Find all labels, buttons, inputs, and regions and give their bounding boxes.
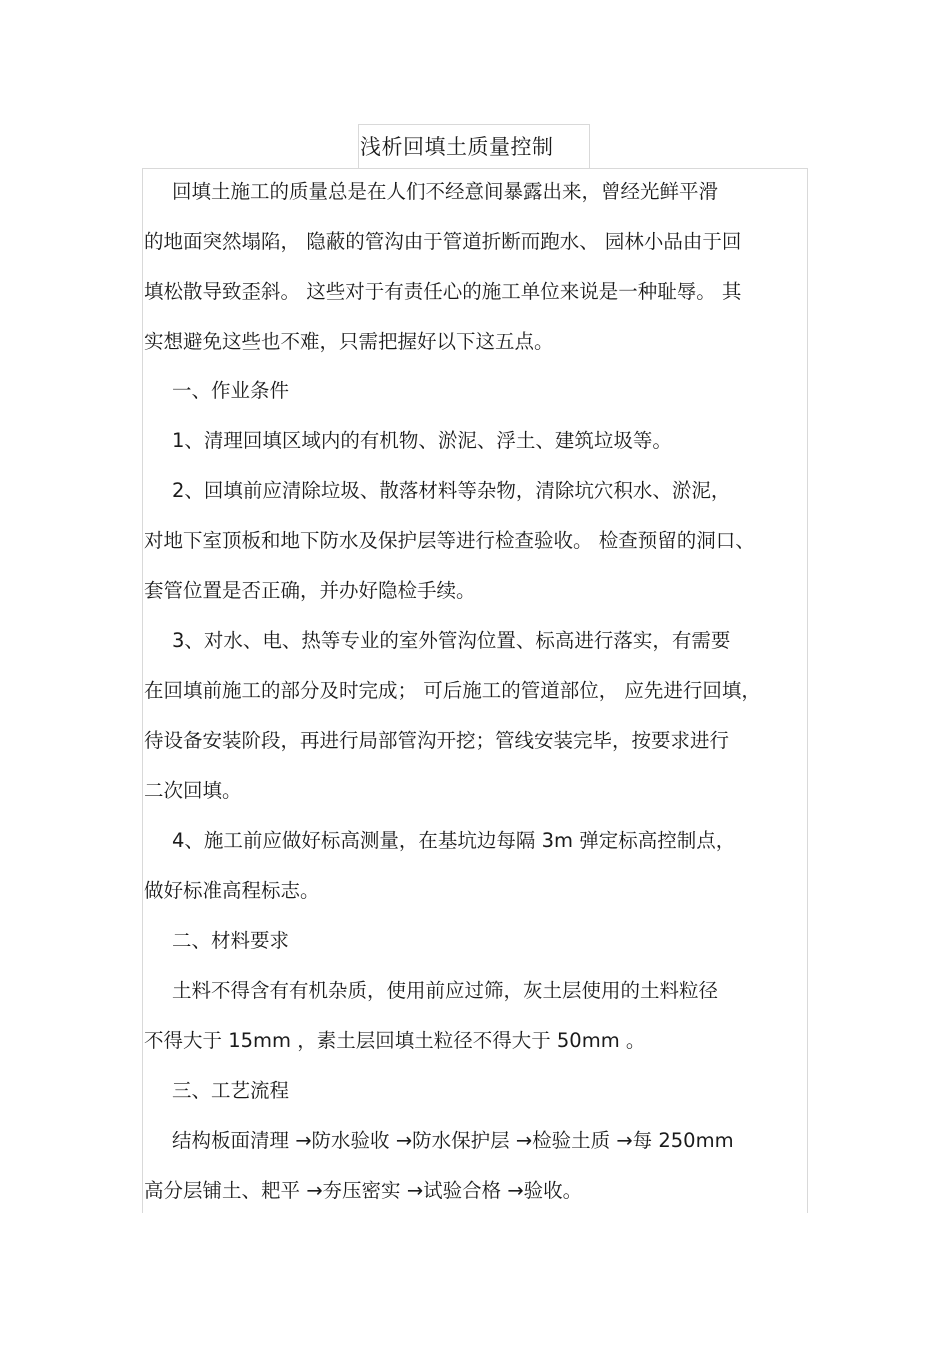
section-heading: 二、材料要求 xyxy=(172,929,290,952)
paragraph-line: 1、清理回填区域内的有机物、淤泥、浮土、建筑垃圾等。 xyxy=(172,429,672,452)
paragraph-line: 填松散导致歪斜。 这些对于有责任心的施工单位来说是一种耻辱。 其 xyxy=(144,280,742,303)
paragraph-line: 回填土施工的质量总是在人们不经意间暴露出来，曾经光鲜平滑 xyxy=(172,180,719,203)
paragraph-line: 2、回填前应清除垃圾、散落材料等杂物，清除坑穴积水、淤泥， xyxy=(172,479,731,502)
section-heading: 一、作业条件 xyxy=(172,379,290,402)
paragraph-line: 做好标准高程标志。 xyxy=(144,879,320,902)
page-title: 浅析回填土质量控制 xyxy=(360,135,554,159)
paragraph-line: 4、施工前应做好标高测量，在基坑边每隔 3m 弹定标高控制点， xyxy=(172,829,736,852)
paragraph-line: 对地下室顶板和地下防水及保护层等进行检查验收。 检查预留的洞口、 xyxy=(144,529,755,552)
paragraph-line: 高分层铺土、耙平 →夯压密实 →试验合格 →验收。 xyxy=(144,1179,583,1202)
paragraph-line: 3、对水、电、热等专业的室外管沟位置、标高进行落实，有需要 xyxy=(172,629,731,652)
paragraph-line: 的地面突然塌陷， 隐蔽的管沟由于管道折断而跑水、 园林小品由于回 xyxy=(144,230,742,253)
section-heading: 三、工艺流程 xyxy=(172,1079,290,1102)
paragraph-line: 结构板面清理 →防水验收 →防水保护层 →检验土质 →每 250mm xyxy=(172,1129,734,1152)
paragraph-line: 二次回填。 xyxy=(144,779,242,802)
paragraph-line: 待设备安装阶段，再进行局部管沟开挖；管线安装完毕，按要求进行 xyxy=(144,729,730,752)
paragraph-line: 土料不得含有有机杂质，使用前应过筛，灰土层使用的土料粒径 xyxy=(172,979,719,1002)
paragraph-line: 不得大于 15mm ，素土层回填土粒径不得大于 50mm 。 xyxy=(144,1029,646,1052)
paragraph-line: 实想避免这些也不难，只需把握好以下这五点。 xyxy=(144,330,554,353)
paragraph-line: 在回填前施工的部分及时完成； 可后施工的管道部位， 应先进行回填， xyxy=(144,679,761,702)
paragraph-line: 套管位置是否正确，并办好隐检手续。 xyxy=(144,579,476,602)
